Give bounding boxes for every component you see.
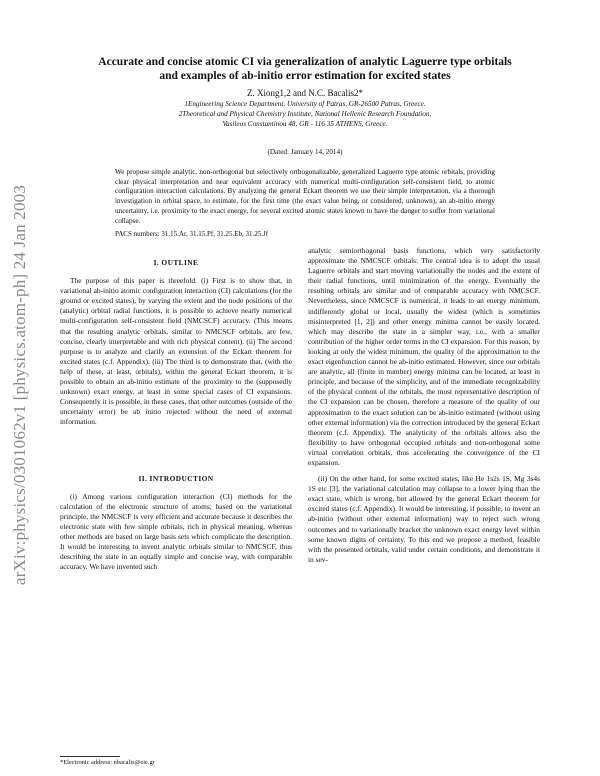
date-line: (Dated: January 14, 2014) [267, 148, 343, 156]
introduction-paragraph: (i) Among various configuration interaction (CI) methods for the calculation of the electronic structure of atoms, based on the variational principle, the NMCSCF is very efficient and accurate because it describes the electronic state with few simple orbitals, rich in physical meaning, whereas other methods are based on large basis sets which complicate the description. It would be interesting to invent analytic orbitals similar to NMCSCF, thus describing the state in an equally simple and concise way, with comparable accuracy. We have invented such [60, 491, 292, 572]
title-line-2: and examples of ab-initio error estimation for excited states [159, 70, 451, 82]
footnote-rule [60, 756, 120, 757]
authors: Z. Xiong1,2 and N.C. Bacalis2* [247, 88, 363, 98]
affiliation-2-address: Vasileos Constantinou 48, GR - 116 35 ATHENS, Greece. [222, 120, 388, 128]
pacs-numbers: PACS numbers: 31.15.Ar, 31.15.Pf, 31.25.Eb, 31.25.Jf [115, 230, 269, 238]
section-heading-introduction: II. INTRODUCTION [138, 473, 214, 483]
title-line-1: Accurate and concise atomic CI via generalization of analytic Laguerre type orbitals [98, 56, 512, 68]
section-heading-outline: I. OUTLINE [153, 258, 199, 267]
abstract: We propose simple analytic, non-orthogonal but selectively orthogonalizable, generalized Laguerre type atomic orbitals, providing clear physical interpretation and near equivalent accuracy with numerical multi-configuration self-consistent field, to atomic configuration interaction calculations. By analyzing the general Eckart theorem we use their simple interpretation, via a thorough investigation in orbital space, to estimate, for the first time (the exact value being, or considered, unknown), an ab-initio energy uncertainty, i.e. proximity to the exact energy, for several excited atomic states known to have the danger to suffer from variational collapse. [115, 168, 495, 225]
arxiv-identifier-stamp [8, 150, 32, 620]
arxiv-identifier: arXiv:physics/0301062v1 [physics.atom-ph] 24 Jan 2003 [10, 184, 30, 586]
paper-title [60, 55, 550, 83]
left-column [60, 258, 292, 572]
footnote: *Electronic address: nbacalis@eie.gr [60, 759, 155, 766]
affiliation-1: 1Engineering Science Department, University of Patras, GR-26500 Patras, Greece. [184, 100, 426, 108]
affiliation-2: 2Theoretical and Physical Chemistry Institute, National Hellenic Research Foundation, [178, 110, 432, 118]
outline-paragraph: The purpose of this paper is threefold. (i) First is to show that, in variational ab-initio atomic configuration interaction (CI) calculations (for the ground or excited states), by varying the extent and the node positions of the (analytic) orbital radial functions, it is possible to achieve nearly numerical multi-configuration self-consistent field (NMCSCF) accuracy. (This means that the resulting analytic orbitals, similar to NMCSCF orbitals, are few, concise, clearly interpretable and with rich physical content). (ii) The second purpose is to analyze and clarify an extension of the Eckart theorem for excited states (c.f. Appendix). (iii) The third is to demonstrate that, (with the help of these, at least, orbitals), within the general Eckart theorem, it is possible to obtain an ab-initio estimate of the proximity to the (supposedly unknown) exact energy, at least in some special cases of CI expansions. Consequently it is possible, in these cases, that other outcomes (outside of the uncertainty error) be ab initio rejected without the need of external information. [60, 276, 292, 427]
right-column-paragraph-1: analytic semiorthogonal basis functions, which very satisfactorily approximate the NMCSCF orbitals: The central idea is to adopt the usual Laguerre orbitals and start moving variationally the nodes and the extent of their radial functions, until minimization of the energy. Eventually the resulting orbitals are similar and of comparable accuracy with NMCSCF. Nevertheless, since NMCSCF is numerical, it leads to an energy minimum, indifferently global or local, usually the widest (which is sometimes misinterpreted [1, 2]) and other energy minima cannot be easily located, which may describe the state in a simpler way, i.e., with a smaller contribution of the higher order terms in the CI expansion. For this reason, by looking at only the widest minimum, the quality of the approximation to the exact eigenfunction cannot be ab-initio estimated. However, since our orbitals are analytic, all (finite in number) energy minima can be located, at least in principle, and because of the simplicity, and of the immediate recognizability of the physical content of the orbitals, the most representative description of the CI expansion can be chosen, therefore a measure of the quality of our approximation to the exact solution can be ab-initio estimated (without using other external information) via the correction introduced by the general Eckart theorem (c.f. Appendix). The analyticity of the orbitals allows also the flexibility to have orthogonal occupied orbitals and non-orthogonal some virtual correlation orbitals, thus accelerating the convergence of the CI expansion. [308, 246, 540, 467]
right-column [308, 246, 540, 565]
right-column-paragraph-2: (ii) On the other hand, for some excited states, like He 1s2s 1S, Mg 3s4s 1S etc [3], the variational calculation may collapse to a lower lying than the exact state, which is wrong, but allowed by the general Eckart theorem for excited states (c.f. Appendix). It would be interesting, if possible, to invent an ab-initio (without other external information) way to reject such wrong outcomes and to variationally bracket the unknown exact energy level within some known digits of certainty. To this end we propose a method, feasible with the presented orbitals, valid under certain conditions, and demonstrate it in sev- [308, 474, 540, 564]
